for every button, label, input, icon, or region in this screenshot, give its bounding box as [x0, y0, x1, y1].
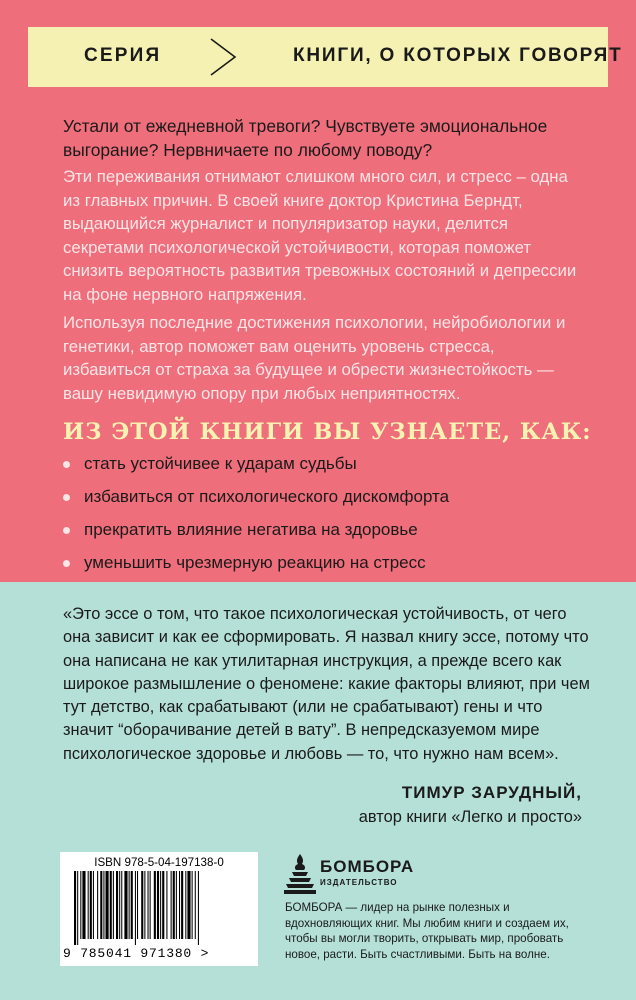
barcode-bar [148, 871, 149, 939]
barcode-bar [144, 871, 145, 939]
publisher-subtitle: ИЗДАТЕЛЬСТВО [320, 878, 398, 887]
list-item [63, 518, 449, 551]
learn-list [63, 452, 449, 584]
bullet-icon [63, 560, 70, 567]
chevron-right-icon [203, 37, 243, 77]
barcode-bar [157, 871, 159, 939]
intro-paragraph: Используя последние достижения психологии, нейробиологии и генетики, автор поможет вам оценить уровень стресса, избавиться от страха за будущее и обрести жизнестойкость — вашу невидимую опору при любых неприятностях. [63, 313, 566, 403]
series-banner [28, 27, 623, 87]
list-item-text: прекратить влияние негатива на здоровье [84, 520, 418, 539]
list-item [63, 485, 449, 518]
barcode-bar [116, 871, 118, 939]
barcode-bar [82, 871, 85, 939]
publisher-logo-icon [283, 852, 317, 896]
barcode-bar [88, 871, 89, 939]
list-item-text: уменьшить чрезмерную реакцию на стресс [84, 553, 426, 572]
barcode-bar [90, 871, 92, 939]
barcode-bar [103, 871, 104, 939]
barcode-bar [80, 871, 81, 939]
barcode-bar [181, 871, 183, 939]
barcode-bar [135, 871, 136, 945]
barcode-bar [119, 871, 120, 939]
barcode-bars [70, 871, 248, 945]
series-title: КНИГИ, О КОТОРЫХ ГОВОРЯТ [293, 45, 623, 66]
publisher-logo [283, 852, 433, 897]
barcode-bar [106, 871, 109, 939]
list-item [63, 452, 449, 485]
barcode-bar [187, 871, 190, 939]
intro-paragraph: Эти переживания отнимают слишком много сил, и стресс – одна из главных причин. В своей книге доктор Кристина Берндт, выдающийся журналист и популяризатор науки, делится секретами психологической устойчивости, которая поможет снизить вероятность развития тревожных состояний и депрессии на фоне нервного напряжения. [63, 167, 577, 304]
barcode-bar [173, 871, 175, 939]
publisher-description: БОМБОРА — лидер на рынке полезных и вдохновляющих книг. Мы любим книги и создаем их, чтобы вы могли творить, открывать мир, пробовать новое, расти. Быть счастливыми. Быть на волне. [285, 901, 569, 961]
barcode-bar [113, 871, 114, 939]
list-item-text: избавиться от психологического дискомфорта [84, 487, 450, 506]
list-item-text: стать устойчивее к ударам судьбы [84, 454, 357, 473]
barcode-bar [195, 871, 196, 939]
review-quote: «Это эссе о том, что такое психологическая устойчивость, от чего она зависит и как ее сформировать. Я назвал книгу эссе, потому что она написана не как утилитарная инструкция, а прежде всего как широкое размышление о феномене: какие факторы влияют, при чем тут детство, как срабатывают (или не срабатывают) гены и что значит “оборачивание детей в вату”. В непредсказуемом мире психологическое здоровье и любовь — то, что нужно нам всем». [63, 605, 590, 763]
barcode-bar [171, 871, 172, 939]
barcode-bar [93, 871, 94, 939]
barcode-bar [110, 871, 112, 939]
barcode-bar [162, 871, 164, 939]
isbn-number: ISBN 978-5-04-197138-0 [94, 856, 224, 869]
barcode-bar [74, 871, 76, 945]
list-item [63, 551, 449, 584]
barcode-bar [192, 871, 193, 939]
quote-author-role: автор книги «Легко и просто» [358, 808, 582, 826]
bullet-icon [63, 527, 70, 534]
barcode-bar [131, 871, 133, 939]
quote-author: ТИМУР ЗАРУДНЫЙ, [401, 783, 582, 802]
barcode-bar [154, 871, 156, 939]
barcode-bar [97, 871, 98, 939]
publisher-name: БОМБОРА [320, 857, 415, 876]
series-label: СЕРИЯ [84, 45, 162, 66]
barcode-bar [185, 871, 186, 939]
barcode-digits: 9 785041 971380 > [63, 946, 210, 961]
barcode-bar [160, 871, 161, 939]
barcode-bar [100, 871, 102, 939]
intro-lead: Устали от ежедневной тревоги? Чувствуете эмоциональное выгорание? Нервничаете по любому поводу? [63, 116, 548, 160]
barcode-bar [137, 871, 138, 939]
bullet-icon [63, 461, 70, 468]
barcode-bar [124, 871, 127, 939]
barcode-bar [121, 871, 122, 939]
barcode-bar [179, 871, 180, 939]
barcode-bar [77, 871, 78, 945]
bullet-icon [63, 494, 70, 501]
barcode-bar [150, 871, 151, 939]
barcode-bar [198, 871, 199, 945]
barcode-bar [166, 871, 167, 939]
barcode-bar [176, 871, 177, 939]
learn-heading: ИЗ ЭТОЙ КНИГИ ВЫ УЗНАЕТЕ, КАК: [63, 419, 592, 445]
barcode-bar [129, 871, 130, 939]
barcode-bar [141, 871, 143, 939]
barcode [60, 852, 258, 966]
